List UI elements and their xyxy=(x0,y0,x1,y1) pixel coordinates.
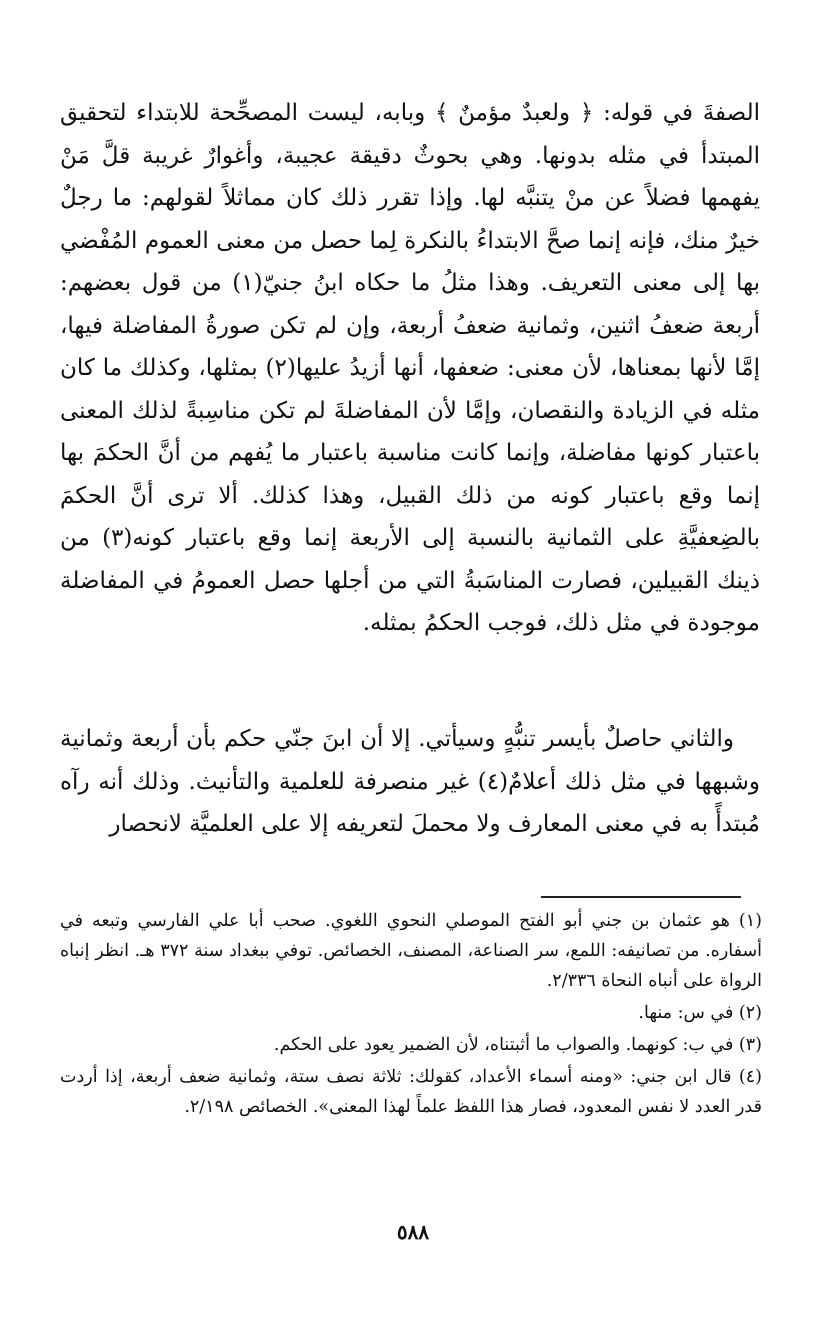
footnote-1: (١) هو عثمان بن جني أبو الفتح الموصلي النحوي اللغوي. صحب أبا علي الفارسي وتبعه في أسفاره. من تصانيفه: اللمع، سر الصناعة، المصنف، الخصائص. توفي ببغداد سنة ٣٧٢ هـ. انظر إنباه الرواة على أنباه النحاة ٢/٣٣٦. xyxy=(60,911,762,991)
footnote-separator xyxy=(541,896,741,898)
paragraph-1: الصفةَ في قوله: ﴿ ولعبدٌ مؤمنٌ ﴾ وبابه، ليست المصحِّحة للابتداء لتحقيق المبتدأ في مثله بدونها. وهي بحوثٌ دقيقة عجيبة، وأغوارٌ غريبة قلَّ مَنْ يفهمها فضلاً عن منْ يتنبَّه لها. وإذا تقرر ذلك كان مماثلاً لقولهم: ما رجلٌ خيرٌ منك، فإنه إنما صحَّ الابتداءُ بالنكرة لِما حصل من معنى العموم المُفْضي بها إلى معنى التعريف. وهذا مثلُ ما حكاه ابنُ جنيّ(١) من قول بعضهم: أربعة ضعفُ اثنين، وثمانية ضعفُ أربعة، وإن لم تكن صورةُ المفاضلة فيها، إمَّا لأنها بمعناها، لأن معنى: ضعفها، أنها أزيدُ عليها(٢) بمثلها، وكذلك ما كان مثله في الزيادة والنقصان، وإمَّا لأن المفاضلةَ لم تكن مناسِبةً لذلك المعنى باعتبار كونها مفاضلة، وإنما كانت مناسبة باعتبار ما يُفهم من أنَّ الحكمَ بها إنما وقع باعتبار كونه من ذلك القبيل، وهذا كذلك. ألا ترى أنَّ الحكمَ بالضِعفيَّةِ على الثمانية بالنسبة إلى الأربعة إنما وقع باعتبار كونه(٣) من ذينك القبيلين، فصارت المناسَبةُ التي من أجلها حصل العمومُ في المفاضلة موجودة في مثل ذلك، فوجب الحكمُ بمثله. xyxy=(60,100,760,636)
footnotes xyxy=(60,906,762,1154)
main-text xyxy=(60,92,760,846)
footnote-2: (٢) في س: منها. xyxy=(638,1003,762,1023)
paragraph-2: والثاني حاصلٌ بأيسر تنبُّهٍ وسيأتي. إلا أن ابنَ جنّي حكم بأن أربعة وثمانية وشبهها في مثل ذلك أعلامٌ(٤) غير منصرفة للعلمية والتأنيث. وذلك أنه رآه مُبتدأً به في معنى المعارف ولا محملَ لتعريفه إلا على العلميَّة لانحصار xyxy=(60,726,760,837)
page-number: ٥٨٨ xyxy=(396,1220,430,1244)
footnote-4: (٤) قال ابن جني: «ومنه أسماء الأعداد، كقولك: ثلاثة نصف ستة، وثمانية ضعف أربعة، إذا أردت قدر العدد لا نفس المعدود، فصار هذا اللفظ علماً لهذا المعنى». الخصائص ٢/١٩٨. xyxy=(60,1067,762,1117)
footnote-3: (٣) في ب: كونهما. والصواب ما أثبتناه، لأن الضمير يعود على الحكم. xyxy=(273,1035,762,1055)
